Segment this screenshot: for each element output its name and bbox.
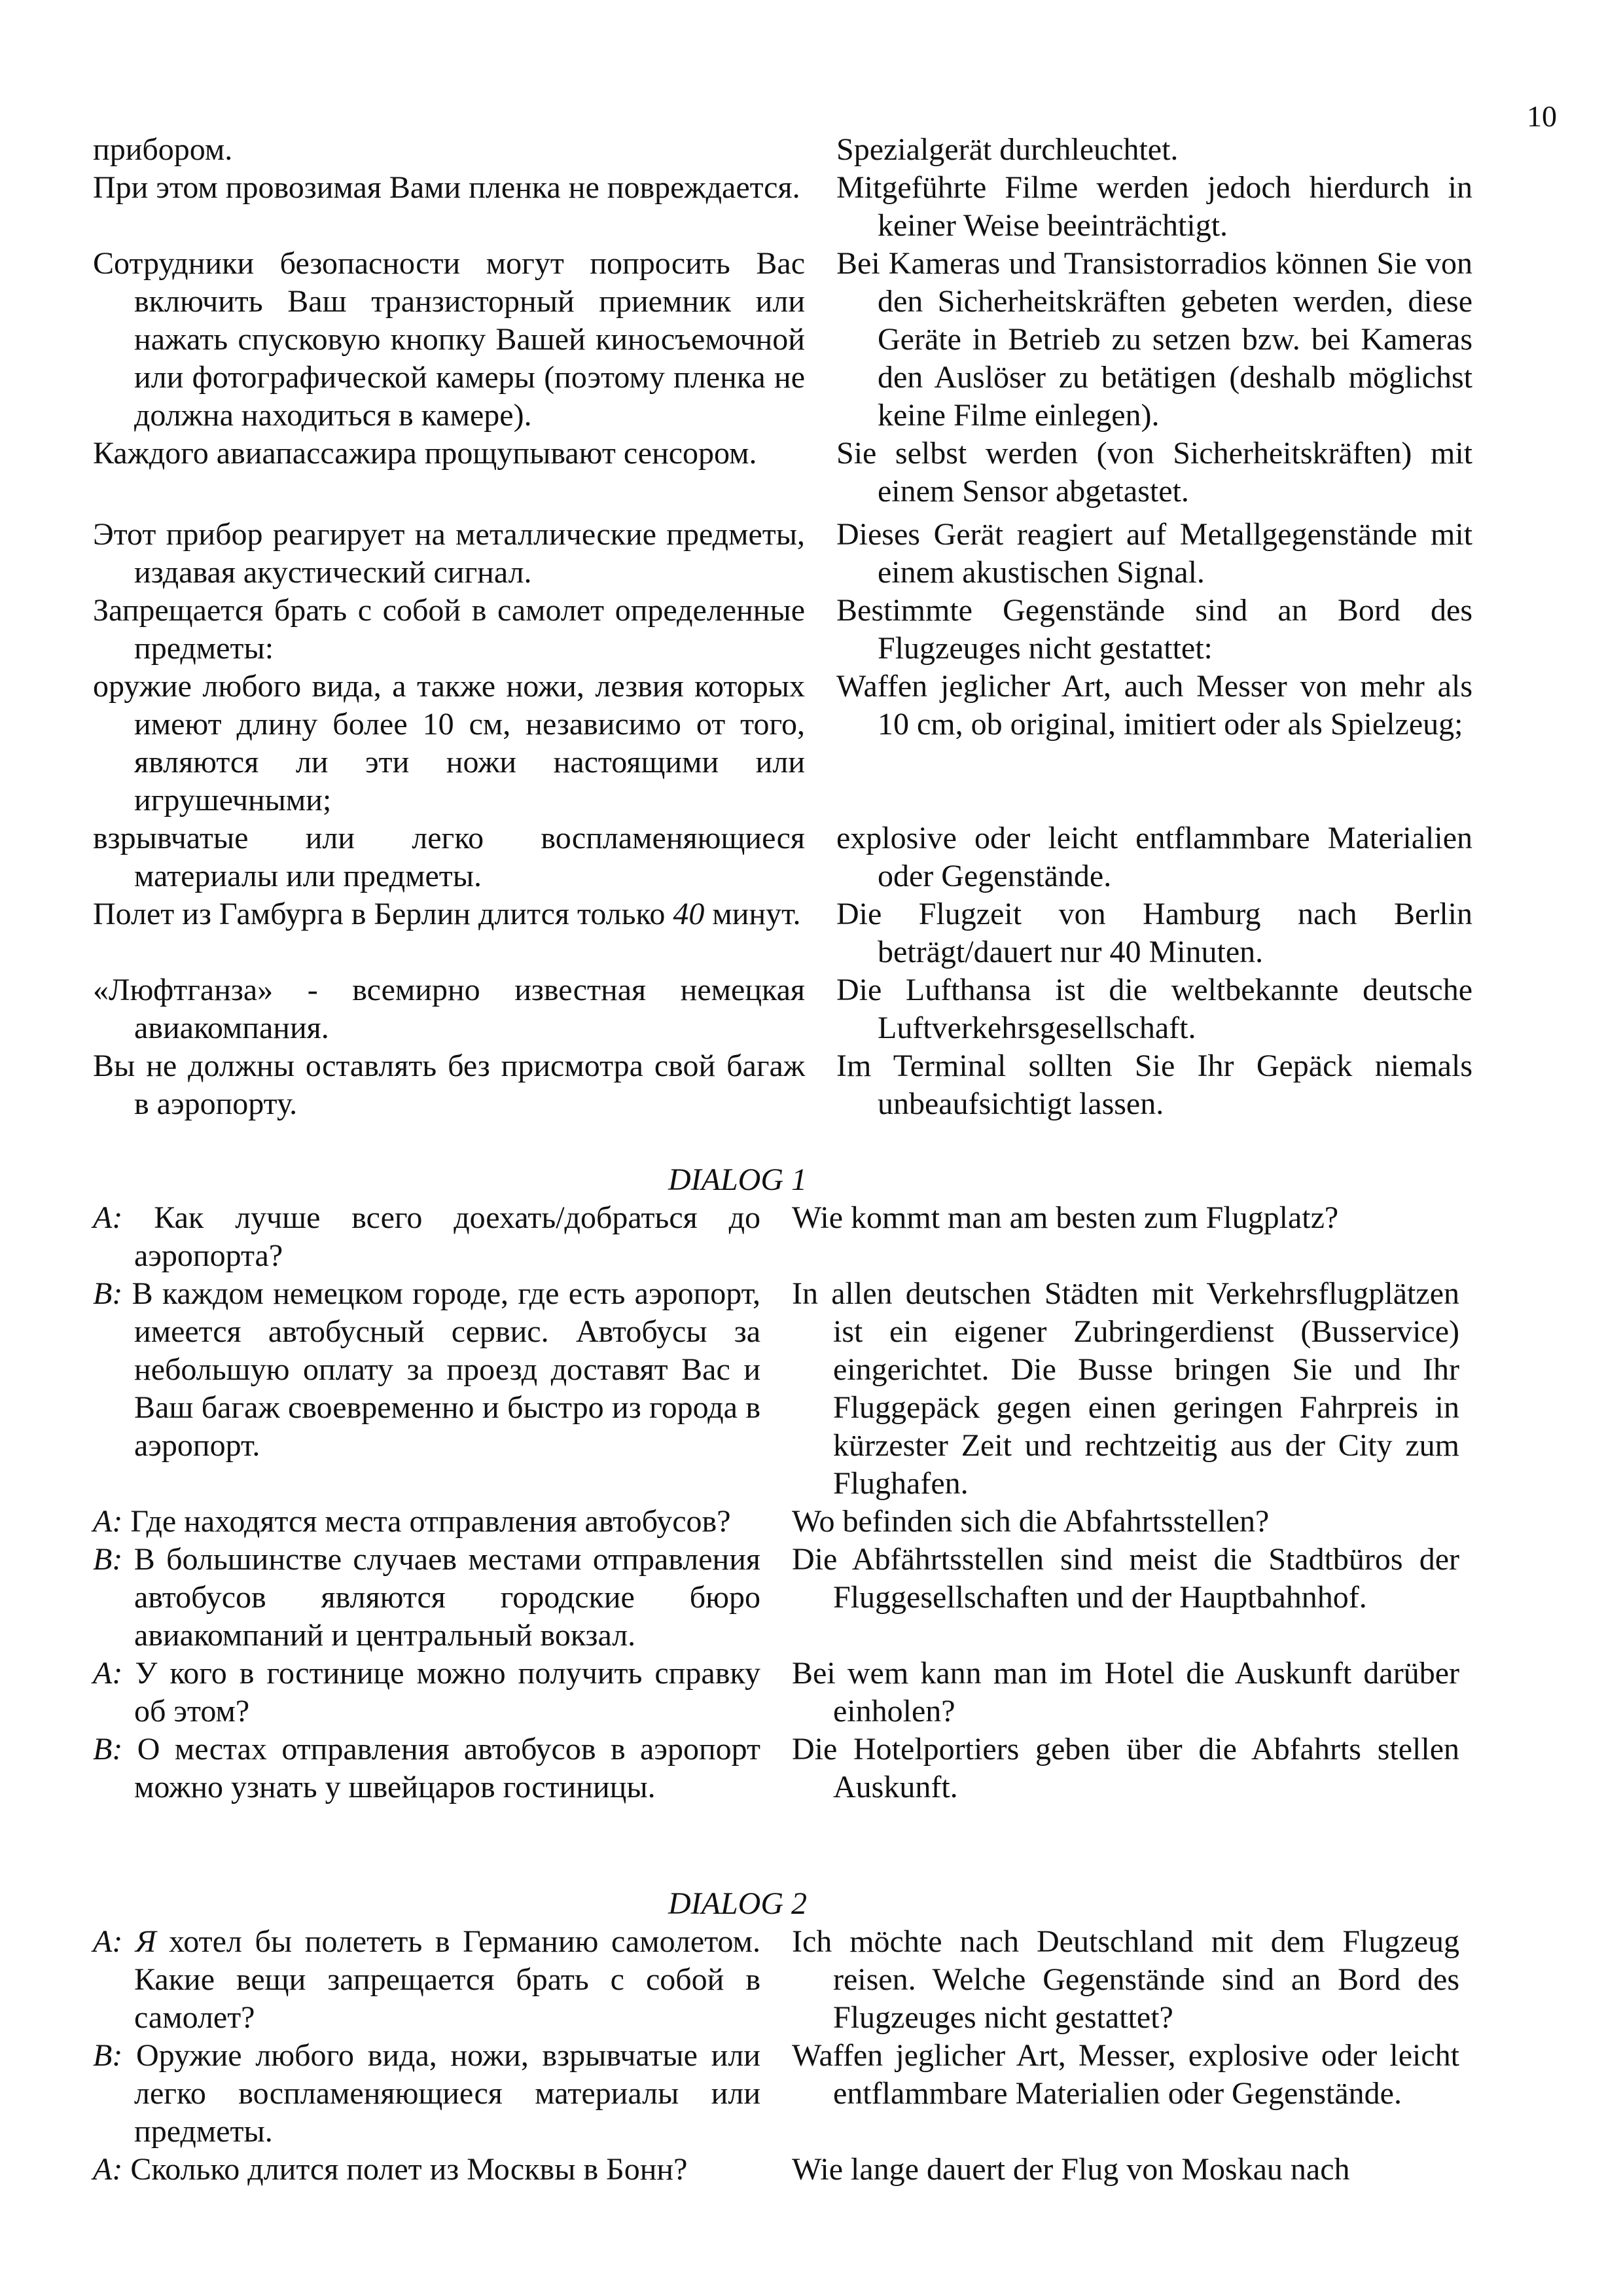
speaker-label: B: (93, 1732, 123, 1767)
german-text: Bestimmte Gegenstände sind an Bord des Flugzeuges nicht gestattet: (836, 593, 1472, 666)
dialog-line (93, 1923, 1472, 2037)
german-text: explosive oder leicht entflammbare Materialien oder Gegenstände. (836, 821, 1472, 893)
russian-text-end: минут. (704, 897, 801, 931)
russian-line: О местах отправления автобусов в аэропорт можно узнать у швейцаров гостиницы. (134, 1732, 760, 1804)
speaker-label: B: (93, 1542, 123, 1577)
russian-text-start: Полет из Гамбурга в Берлин длится только (93, 897, 673, 931)
speaker-label: A: (93, 1504, 123, 1539)
german-text: Dieses Gerät reagiert auf Metallgegenstände mit einem akustischen Signal. (836, 517, 1472, 590)
speaker-label: B: (93, 1276, 123, 1311)
phrase-pair (93, 971, 1472, 1047)
russian-text (93, 895, 805, 933)
dialog-line (93, 2151, 1472, 2189)
page-number: 10 (1527, 99, 1557, 133)
german-text: Sie selbst werden (von Sicherheitskräften) mit einem Sensor abgetastet. (836, 436, 1472, 509)
speaker-label: A: (93, 1656, 123, 1691)
german-text: Spezialgerät durchleuchtet. (836, 132, 1179, 167)
russian-text (93, 1503, 760, 1541)
dialog-line (93, 1731, 1472, 1806)
russian-line-lead: Я (135, 1924, 156, 1959)
german-text: Wie lange dauert der Flug von Moskau nach (792, 2152, 1350, 2187)
phrase-table (93, 131, 1472, 2189)
phrase-pair (93, 245, 1472, 435)
russian-line: Как лучше всего доехать/добраться до аэропорта? (134, 1200, 761, 1273)
russian-text (93, 1275, 760, 1465)
german-text: Mitgeführte Filme werden jedoch hierdurch in keiner Weise beeinträchtigt. (836, 170, 1472, 243)
russian-text: Сотрудники безопасности могут попросить Вас включить Ваш транзисторный приемник или нажать спусковую кнопку Вашей киносъемочной или фотографической камеры (поэтому пленка не должна находиться в камере). (93, 246, 805, 433)
russian-text (93, 2037, 760, 2151)
speaker-label: A: (93, 1924, 123, 1959)
russian-text (93, 1541, 760, 1655)
russian-line: Сколько длится полет из Москвы в Бонн? (130, 2152, 688, 2187)
phrase-pair (93, 895, 1472, 971)
dialog-line (93, 1541, 1472, 1655)
russian-text: Запрещается брать с собой в самолет определенные предметы: (93, 593, 805, 666)
dialog-line (93, 1199, 1472, 1275)
russian-line: В каждом немецком городе, где есть аэропорт, имеется автобусный сервис. Автобусы за небольшую оплату за проезд доставят Вас и Ваш багаж своевременно и быстро из города в аэропорт. (132, 1276, 760, 1463)
russian-text (93, 1731, 760, 1806)
phrase-pair (93, 435, 1472, 511)
russian-text: взрывчатые или легко воспламеняющиеся материалы или предметы. (93, 821, 805, 893)
german-text: Die Abfährtsstellen sind meist die Stadtbüros der Fluggesellschaften und der Hauptbahnhof. (792, 1542, 1459, 1615)
russian-text: оружие любого вида, а также ножи, лезвия которых имеют длину более 10 см, независимо от того, являются ли эти ножи настоящими или игрушечными; (93, 669, 805, 817)
phrase-pair (93, 516, 1472, 592)
russian-line: хотел бы полететь в Германию самолетом. Какие вещи запрещается брать с собой в самолет? (134, 1924, 761, 2035)
russian-line: У кого в гостинице можно получить справку об этом? (134, 1656, 760, 1729)
dialog-line (93, 2037, 1472, 2151)
german-text: Waffen jeglicher Art, Messer, explosive oder leicht entflammbare Materialien oder Gegenstände. (792, 2038, 1459, 2111)
russian-text (93, 2151, 760, 2189)
dialog-line (93, 1275, 1472, 1503)
russian-text (93, 1923, 760, 2037)
phrase-pair (93, 819, 1472, 895)
russian-line: Где находятся места отправления автобусов? (130, 1504, 731, 1539)
dialog-line (93, 1503, 1472, 1541)
german-text: Bei wem kann man im Hotel die Auskunft darüber einholen? (792, 1656, 1459, 1729)
german-text: Bei Kameras und Transistorradios können Sie von den Sicherheitskräften gebeten werden, diese Geräte in Betrieb zu setzen bzw. bei Kameras den Auslöser zu betätigen (deshalb möglichst keine Filme einlegen). (836, 246, 1472, 433)
russian-line: В большинстве случаев местами отправления автобусов являются городские бюро авиакомпаний и центральный вокзал. (134, 1542, 760, 1653)
german-text: Ich möchte nach Deutschland mit dem Flugzeug reisen. Welche Gegenstände sind an Bord des Flugzeuges nicht gestattet? (792, 1924, 1459, 2035)
german-text: Im Terminal sollten Sie Ihr Gepäck niemals unbeaufsichtigt lassen. (836, 1049, 1472, 1121)
german-text: In allen deutschen Städten mit Verkehrsflugplätzen ist ein eigener Zubringerdienst (Busservice) eingerichtet. Die Busse bringen Sie und Ihr Fluggepäck gegen einen geringen Fahrpreis in kürzester Zeit und rechtzeitig aus der City zum Flughafen. (792, 1276, 1459, 1501)
german-text: Waffen jeglicher Art, auch Messer von mehr als 10 cm, ob original, imitiert oder als Spielzeug; (836, 669, 1472, 742)
russian-text: Этот прибор реагирует на металлические предметы, издавая акустический сигнал. (93, 517, 805, 590)
german-text: Wie kommt man am besten zum Flugplatz? (792, 1200, 1339, 1235)
phrase-pair (93, 668, 1472, 819)
russian-text (93, 1655, 760, 1731)
russian-text: Каждого авиапассажира прощупывают сенсором. (93, 436, 757, 471)
russian-line: Оружие любого вида, ножи, взрывчатые или легко воспламеняющиеся материалы или предметы. (134, 2038, 760, 2149)
phrase-pair (93, 131, 1472, 169)
russian-text (93, 1199, 760, 1275)
dialog-1-title: DIALOG 1 (668, 1162, 807, 1197)
dialog-2-title: DIALOG 2 (668, 1886, 807, 1921)
german-text: Wo befinden sich die Abfahrtsstellen? (792, 1504, 1270, 1539)
russian-text: прибором. (93, 132, 233, 167)
russian-text: Вы не должны оставлять без присмотра свой багаж в аэропорту. (93, 1049, 805, 1121)
speaker-label: B: (93, 2038, 123, 2073)
russian-text: При этом провозимая Вами пленка не повреждается. (93, 170, 800, 205)
german-text: Die Hotelportiers geben über die Abfahrts stellen Auskunft. (792, 1732, 1459, 1804)
russian-text: «Люфтганза» - всемирно известная немецкая авиакомпания. (93, 973, 805, 1045)
speaker-label: A: (93, 2152, 123, 2187)
german-text: Die Flugzeit von Hamburg nach Berlin beträgt/dauert nur 40 Minuten. (836, 897, 1472, 969)
dialog-line (93, 1655, 1472, 1731)
flight-minutes: 40 (673, 897, 705, 931)
phrase-pair (93, 169, 1472, 245)
phrase-pair (93, 1047, 1472, 1123)
speaker-label: A: (93, 1200, 123, 1235)
phrase-pair (93, 592, 1472, 668)
german-text: Die Lufthansa ist die weltbekannte deutsche Luftverkehrsgesellschaft. (836, 973, 1472, 1045)
